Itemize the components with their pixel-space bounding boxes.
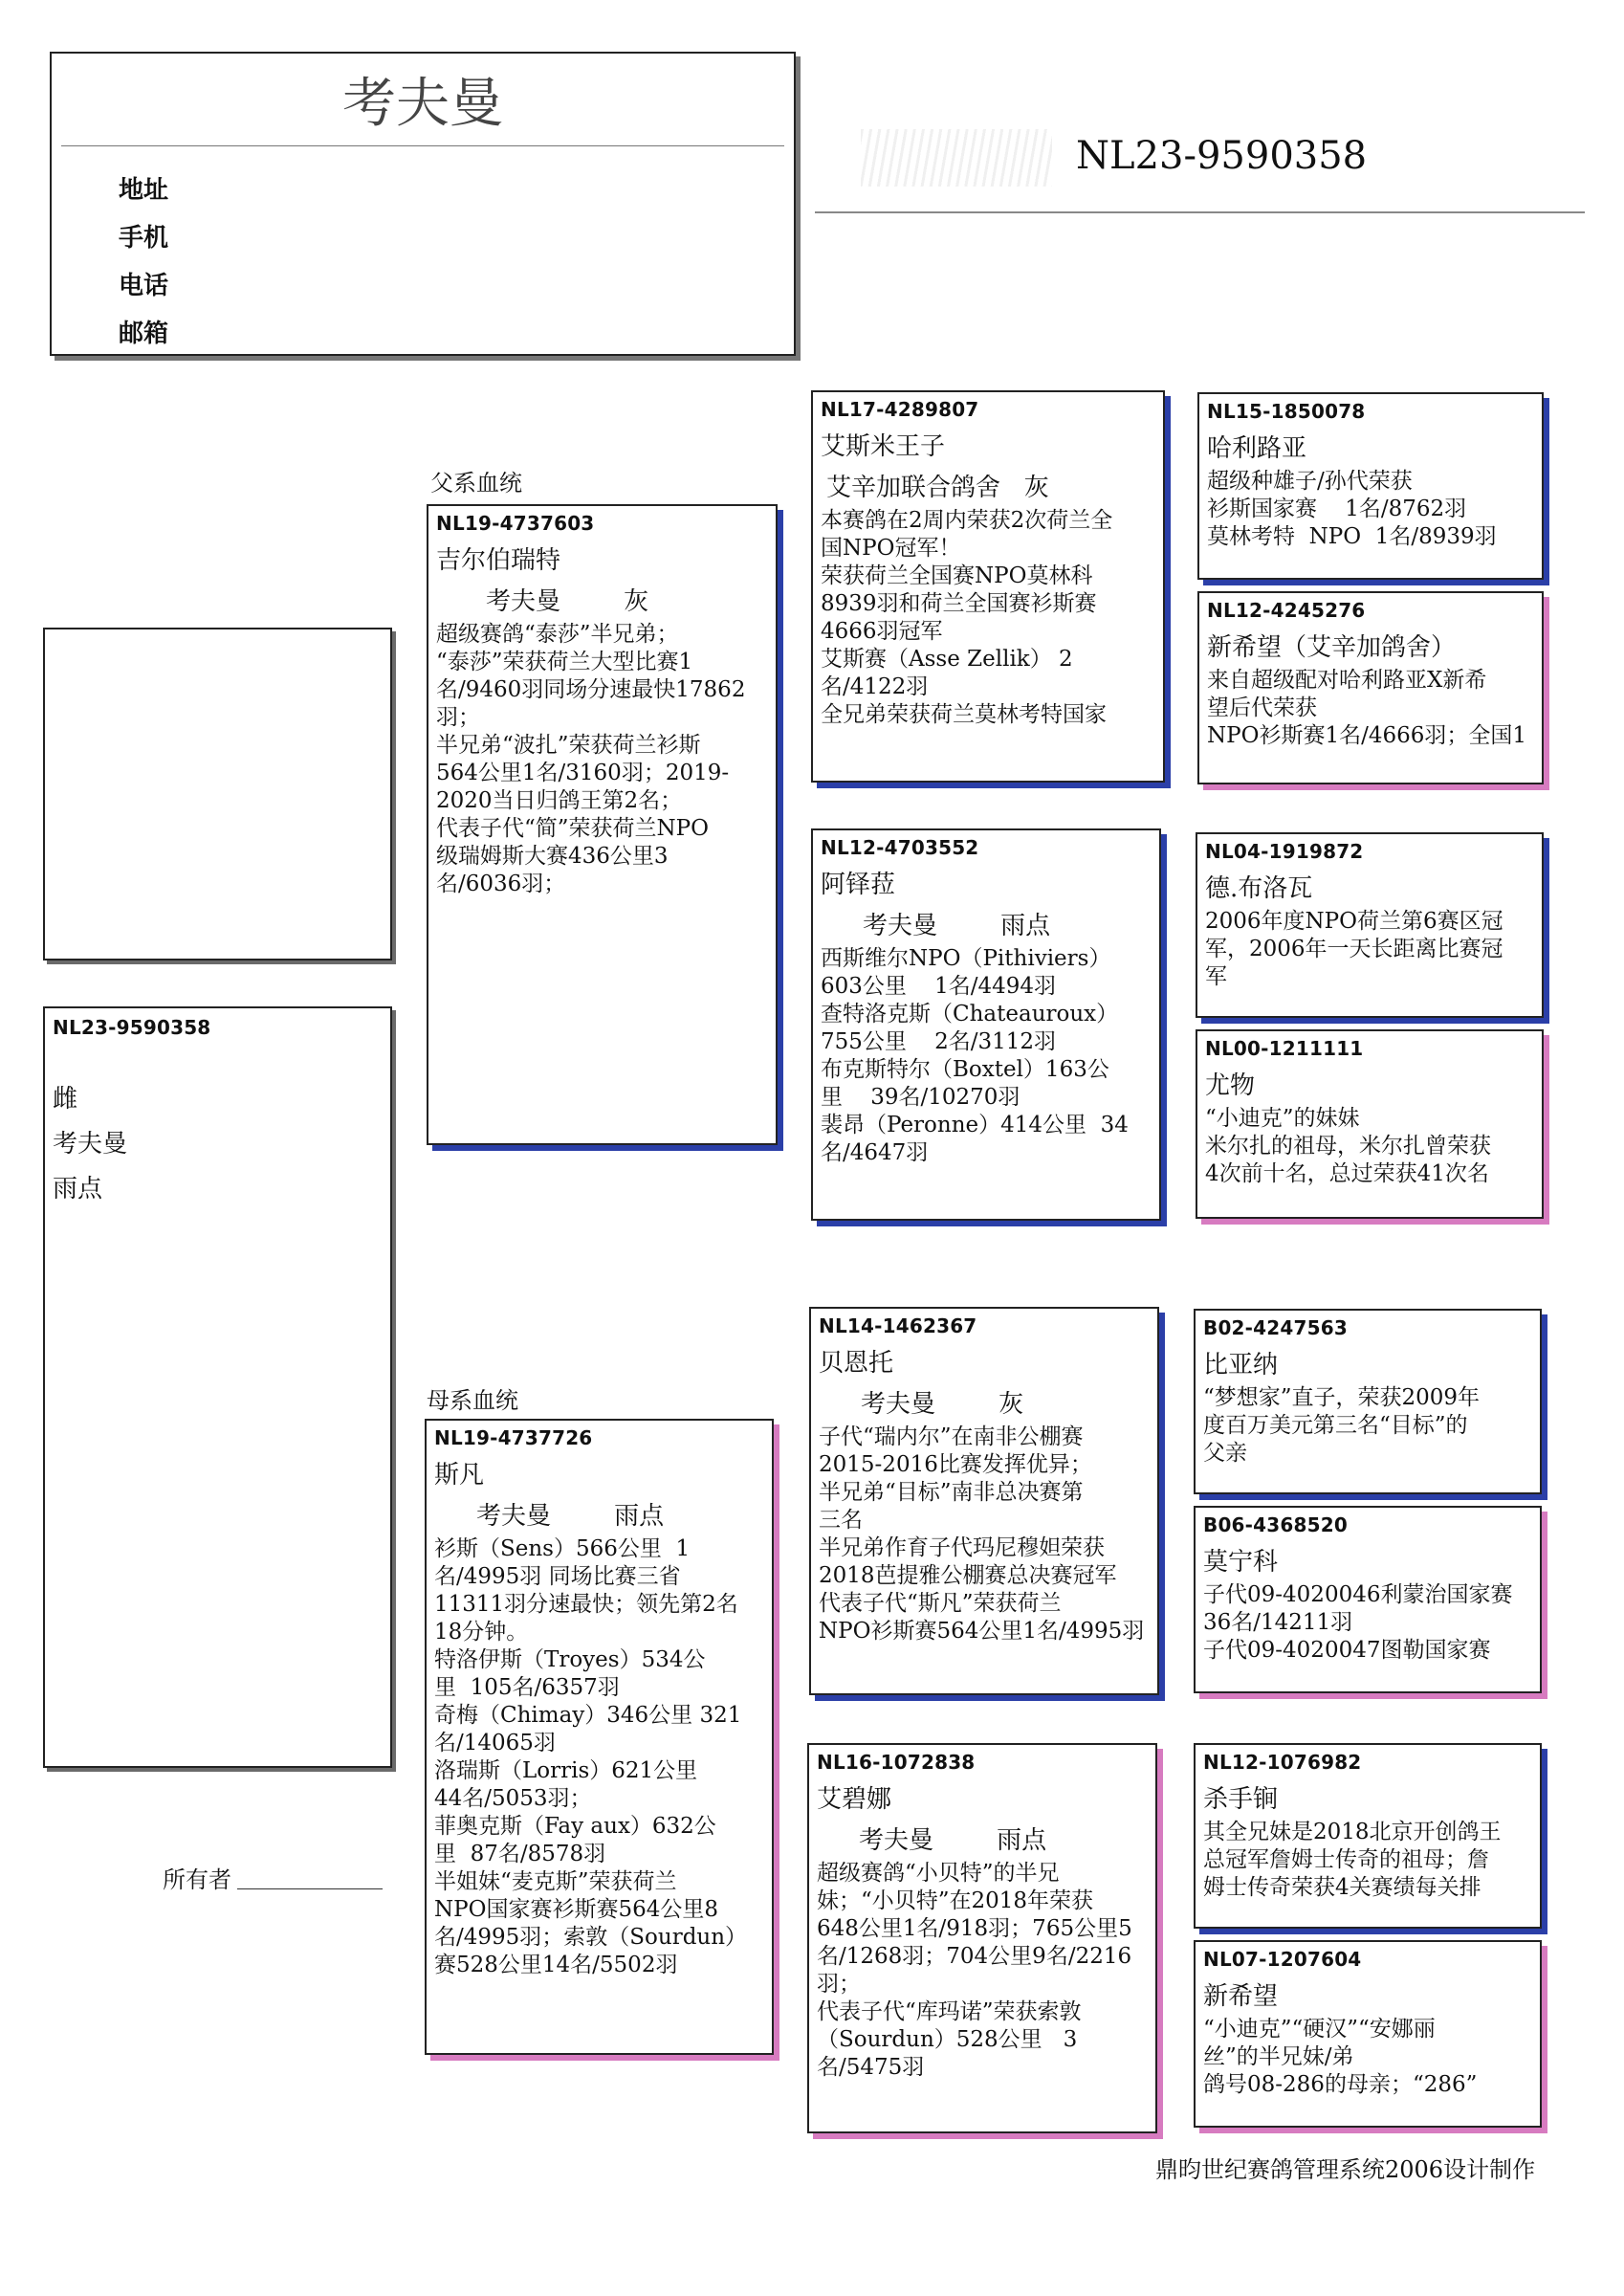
dds-description: 其全兄妹是2018北京开创鸽王 总冠军詹姆士传奇的祖母；詹 姆士传奇荣获4关赛绩每关排: [1203, 1820, 1502, 1900]
sire-name: 吉尔伯瑞特: [436, 546, 561, 575]
sdd-ring: NL00-1211111: [1205, 1037, 1364, 1060]
ssd-ring: NL12-4245276: [1207, 599, 1366, 622]
sire-line-label: 父系血统: [430, 470, 522, 497]
address-label: 地址: [119, 176, 169, 205]
ssd-description: 来自超级配对哈利路亚X新希 望后代荣获 NPO衫斯赛1名/4666羽；全国1: [1207, 668, 1527, 748]
dam-dam-name: 艾碧娜: [817, 1785, 892, 1814]
ddd-ring: NL07-1207604: [1203, 1948, 1362, 1971]
top-ring-number: NL23-9590358: [1076, 134, 1368, 178]
sdd-card: [1196, 1029, 1544, 1219]
dss-description: “梦想家”直子，荣获2009年 度百万美元第三名“目标”的 父亲: [1203, 1385, 1481, 1466]
sire-dam-description: 西斯维尔NPO（Pithiviers） 603公里 1名/4494羽 查特洛克斯（Chateauroux） 755公里 2名/3112羽 布克斯特尔（Boxtel）163公 里 39名/10270羽 裴昂（Peronne）414公里 34 名/4647羽: [821, 946, 1129, 1165]
header-divider: [61, 145, 784, 146]
dam-sire-breeder: 考夫曼 灰: [861, 1390, 1024, 1419]
sdd-name: 尤物: [1205, 1071, 1256, 1100]
dam-sire-card: [809, 1307, 1159, 1695]
dam-dam-card: [807, 1743, 1157, 2133]
dam-sire-name: 贝恩托: [819, 1349, 894, 1378]
top-rule: [815, 211, 1585, 213]
photo-placeholder: [43, 628, 392, 960]
sire-dam-ring: NL12-4703552: [821, 836, 979, 859]
sire-breeder: 考夫曼 灰: [486, 587, 649, 616]
dsd-name: 莫宁科: [1203, 1548, 1279, 1577]
dsd-description: 子代09-4020046利蒙治国家赛 36名/14211羽 子代09-4020047图勒国家赛: [1203, 1582, 1513, 1663]
mobile-label: 手机: [119, 224, 169, 253]
email-label: 邮箱: [119, 320, 169, 348]
sire-dam-breeder: 考夫曼 雨点: [863, 912, 1051, 940]
dam-card: [425, 1419, 774, 2055]
sire-dam-name: 阿铎菈: [821, 871, 896, 899]
dam-name: 斯凡: [434, 1461, 485, 1490]
sss-ring: NL15-1850078: [1207, 400, 1366, 423]
dam-line-label: 母系血统: [427, 1387, 518, 1414]
ddd-name: 新希望: [1203, 1982, 1279, 2011]
sire-ring: NL19-4737603: [436, 512, 595, 535]
subject-sex: 雌: [53, 1085, 78, 1114]
dds-ring: NL12-1076982: [1203, 1751, 1362, 1774]
sss-description: 超级种雄子/孙代荣获 衫斯国家赛 1名/8762羽 莫林考特 NPO 1名/8939羽: [1207, 469, 1497, 549]
owner-signature-line: [237, 1888, 383, 1889]
sire-card: [427, 504, 778, 1145]
sss-card: [1197, 392, 1544, 580]
sss-name: 哈利路亚: [1207, 434, 1307, 463]
sire-description: 超级赛鸽“泰莎”半兄弟； “泰莎”荣获荷兰大型比赛1 名/9460羽同场分速最快17862 羽； 半兄弟“波扎”荣获荷兰衫斯 564公里1名/3160羽；2019- 2020当日归鸽王第2名； 代表子代“简”荣获荷兰NPO 级瑞姆斯大赛436公里3 名/6036羽；: [436, 622, 746, 896]
dam-dam-description: 超级赛鸽“小贝特”的半兄 妹；“小贝特”在2018年荣获 648公里1名/918羽；765公里5 名/1268羽；704公里9名/2216 羽； 代表子代“库玛诺”荣获索敦 （Sourdun）528公里 3 名/5475羽: [817, 1861, 1132, 2080]
sire-sire-breeder: 艾辛加联合鸽舍 灰: [826, 474, 1049, 502]
subject-card: [43, 1006, 392, 1768]
dam-dam-ring: NL16-1072838: [817, 1751, 976, 1774]
sds-ring: NL04-1919872: [1205, 840, 1364, 863]
dds-name: 杀手锏: [1203, 1785, 1279, 1814]
dsd-card: [1194, 1506, 1542, 1693]
faded-watermark: [861, 129, 1052, 187]
dam-dam-breeder: 考夫曼 雨点: [859, 1826, 1047, 1855]
ssd-name: 新希望（艾辛加鸽舍）: [1207, 633, 1457, 662]
ddd-description: “小迪克”“硬汉”“安娜丽 丝”的半兄妹/弟 鸽号08-286的母亲；“286”: [1203, 2017, 1478, 2097]
dsd-ring: B06-4368520: [1203, 1513, 1348, 1536]
footer-credit: 鼎昀世纪赛鸽管理系统2006设计制作: [1155, 2156, 1536, 2183]
dam-breeder: 考夫曼 雨点: [476, 1502, 665, 1531]
owner-header-box: [50, 52, 796, 356]
sds-card: [1196, 832, 1544, 1018]
sire-dam-card: [811, 828, 1161, 1221]
dss-name: 比亚纳: [1203, 1351, 1279, 1380]
sdd-description: “小迪克”的妹妹 米尔扎的祖母，米尔扎曾荣获 4次前十名，总过荣获41次名: [1205, 1106, 1491, 1186]
dss-card: [1194, 1309, 1542, 1494]
ssd-card: [1197, 591, 1544, 784]
loft-title: 考夫曼: [342, 73, 503, 135]
dam-sire-ring: NL14-1462367: [819, 1314, 977, 1337]
dam-sire-description: 子代“瑞内尔”在南非公棚赛 2015-2016比赛发挥优异； 半兄弟“目标”南非总决赛第 三名 半兄弟作育子代玛尼穆妲荣获 2018芭提雅公棚赛总决赛冠军 代表子代“斯凡”荣获荷兰 NPO衫斯赛564公里1名/4995羽: [819, 1424, 1145, 1644]
dss-ring: B02-4247563: [1203, 1316, 1348, 1339]
dam-description: 衫斯（Sens）566公里 1 名/4995羽 同场比赛三省 11311羽分速最快；领先第2名 18分钟。 特洛伊斯（Troyes）534公 里 105名/6357羽 奇梅（Chimay）346公里 321 名/14065羽 洛瑞斯（Lorris）621公里 44名/5053羽； 菲奥克斯（Fay aux）632公 里 87名/8578羽 半姐妹“麦克斯”荣获荷兰 NPO国家赛衫斯赛564公里8 名/4995羽；索敦（Sourdun） 赛528公里14名/5502羽: [434, 1536, 748, 1977]
owner-label: 所有者: [163, 1866, 231, 1893]
subject-color: 雨点: [53, 1175, 103, 1203]
sds-name: 德.布洛瓦: [1205, 874, 1313, 903]
sire-sire-card: [811, 390, 1165, 783]
ddd-card: [1194, 1940, 1542, 2128]
sire-sire-name: 艾斯米王子: [821, 432, 946, 461]
subject-strain: 考夫曼: [53, 1130, 128, 1159]
dam-ring: NL19-4737726: [434, 1426, 593, 1449]
sire-sire-description: 本赛鸽在2周内荣获2次荷兰全 国NPO冠军！ 荣获荷兰全国赛NPO莫林科 8939羽和荷兰全国赛衫斯赛 4666羽冠军 艾斯赛（Asse Zellik） 2 名/4122羽 全兄弟荣获荷兰莫林考特国家: [821, 508, 1113, 727]
sds-description: 2006年度NPO荷兰第6赛区冠 军，2006年一天长距离比赛冠 军: [1205, 909, 1503, 989]
phone-label: 电话: [119, 272, 169, 300]
sire-sire-ring: NL17-4289807: [821, 398, 979, 421]
subject-ring: NL23-9590358: [53, 1016, 211, 1039]
dds-card: [1194, 1743, 1542, 1929]
